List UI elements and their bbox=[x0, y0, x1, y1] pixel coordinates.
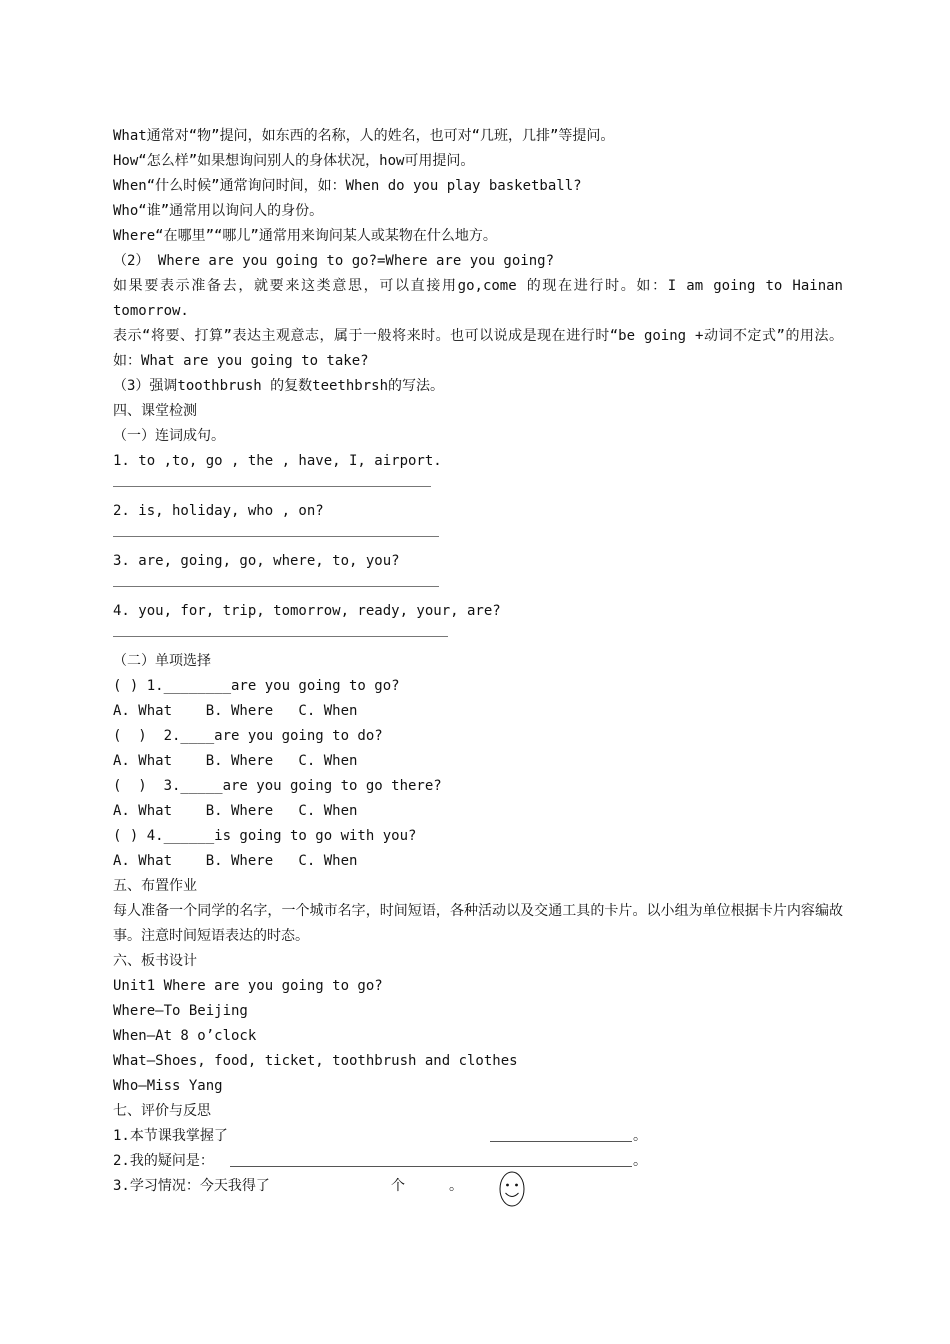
smiley-face-icon bbox=[499, 1171, 525, 1207]
board-line: Where—To Beijing bbox=[113, 1003, 248, 1019]
text-line: Who“谁”通常用以询问人的身份。 bbox=[113, 203, 324, 219]
choice-question: ( ) 4.______is going to go with you? bbox=[113, 828, 417, 844]
section-heading: 六、板书设计 bbox=[113, 953, 197, 969]
text-line: When“什么时候”通常询问时间，如：When do you play basketball? bbox=[113, 178, 582, 194]
period: 。 bbox=[633, 1128, 647, 1144]
answer-line bbox=[113, 574, 843, 599]
paragraph: 表示“将要、打算”表达主观意志，属于一般将来时。也可以说成是现在进行时“be going +动词不定式”的用法。如：What are you going to take? bbox=[113, 328, 843, 369]
text-line: （2） Where are you going to go?=Where are you going? bbox=[113, 253, 555, 269]
document-content bbox=[113, 124, 843, 1199]
evaluation-row-1 bbox=[113, 1124, 843, 1149]
answer-line bbox=[113, 524, 843, 549]
choice-options: A. What B. Where C. When bbox=[113, 803, 358, 819]
subsection-heading: （二）单项选择 bbox=[113, 653, 211, 669]
period: 。 bbox=[449, 1178, 463, 1194]
period: 。 bbox=[633, 1153, 647, 1169]
count-unit: 个 bbox=[391, 1178, 405, 1194]
evaluation-row-2 bbox=[113, 1149, 843, 1174]
exercise-sentence: 3. are, going, go, where, to, you? bbox=[113, 553, 400, 569]
choice-options: A. What B. Where C. When bbox=[113, 703, 358, 719]
text-line: How“怎么样”如果想询问别人的身体状况，how可用提问。 bbox=[113, 153, 475, 169]
board-line: Unit1 Where are you going to go? bbox=[113, 978, 383, 994]
subsection-heading: （一）连词成句。 bbox=[113, 428, 225, 444]
exercise-sentence: 1. to ,to, go , the , have, I, airport. bbox=[113, 453, 442, 469]
fill-blank bbox=[230, 1149, 632, 1167]
choice-options: A. What B. Where C. When bbox=[113, 853, 358, 869]
section-heading: 七、评价与反思 bbox=[113, 1103, 211, 1119]
paragraph: 如果要表示准备去，就要来这类意思，可以直接用go,come 的现在进行时。如：I am going to Hainan tomorrow. bbox=[113, 278, 843, 319]
evaluation-row-3 bbox=[113, 1174, 843, 1199]
choice-question: ( ) 1.________are you going to go? bbox=[113, 678, 400, 694]
board-line: When—At 8 o’clock bbox=[113, 1028, 257, 1044]
answer-line bbox=[113, 624, 843, 649]
text-line: What通常对“物”提问，如东西的名称，人的姓名，也可对“几班，几排”等提问。 bbox=[113, 128, 615, 144]
section-heading: 五、布置作业 bbox=[113, 878, 197, 894]
evaluation-label: 3.学习情况：今天我得了 bbox=[113, 1178, 270, 1194]
choice-options: A. What B. Where C. When bbox=[113, 753, 358, 769]
board-line: What—Shoes, food, ticket, toothbrush and clothes bbox=[113, 1053, 518, 1069]
text-line: （3）强调toothbrush 的复数teethbrsh的写法。 bbox=[113, 378, 445, 394]
section-heading: 四、课堂检测 bbox=[113, 403, 197, 419]
fill-blank bbox=[490, 1124, 632, 1142]
exercise-sentence: 2. is, holiday, who , on? bbox=[113, 503, 324, 519]
evaluation-label: 1.本节课我掌握了 bbox=[113, 1128, 228, 1144]
text-line: Where“在哪里”“哪儿”通常用来询问某人或某物在什么地方。 bbox=[113, 228, 497, 244]
paragraph: 每人准备一个同学的名字，一个城市名字，时间短语，各种活动以及交通工具的卡片。以小组为单位根据卡片内容编故事。注意时间短语表达的时态。 bbox=[113, 903, 843, 944]
evaluation-label: 2.我的疑问是： bbox=[113, 1153, 214, 1169]
exercise-sentence: 4. you, for, trip, tomorrow, ready, your, are? bbox=[113, 603, 501, 619]
answer-line bbox=[113, 474, 843, 499]
board-line: Who—Miss Yang bbox=[113, 1078, 223, 1094]
choice-question: ( ) 3._____are you going to go there? bbox=[113, 778, 442, 794]
choice-question: ( ) 2.____are you going to do? bbox=[113, 728, 383, 744]
